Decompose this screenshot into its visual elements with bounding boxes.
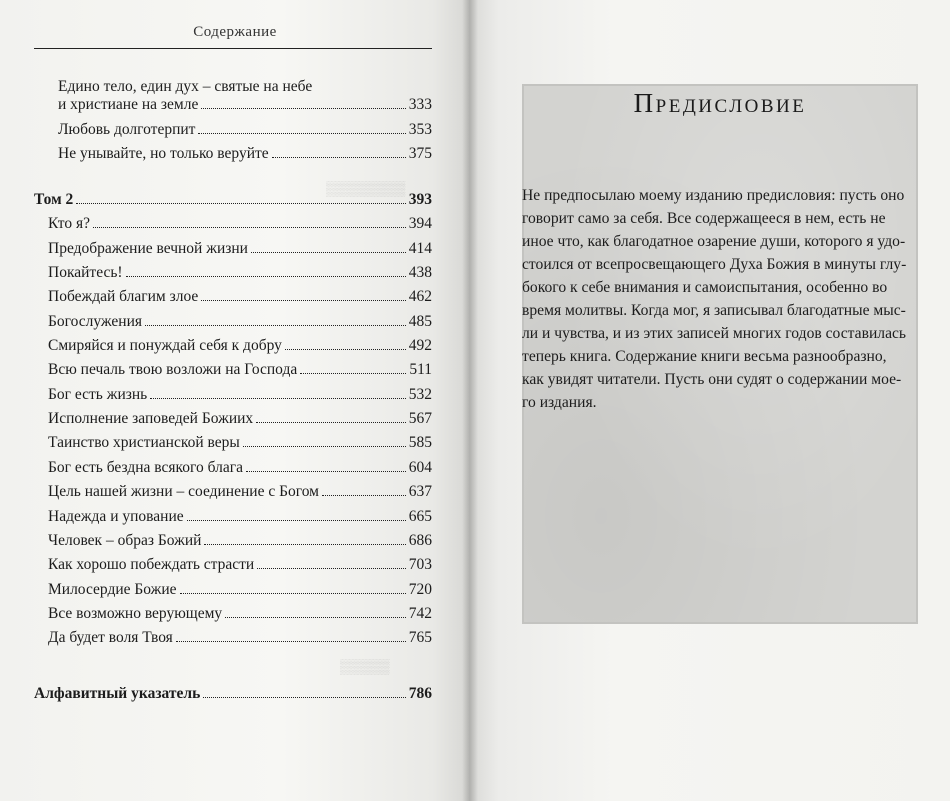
toc-alphabetical-index[interactable]: Алфавитный указатель 786 — [34, 685, 432, 702]
toc-entry[interactable]: Всю печаль твою возложи на Господа 511 — [48, 361, 432, 378]
preface-line: время молитвы. Когда мог, я записывал благодатные мыс- — [522, 302, 906, 319]
preface-line: теперь книга. Содержание книги весьма разнообразно, — [522, 348, 887, 365]
toc-entry[interactable]: Предображение вечной жизни 414 — [48, 240, 432, 257]
preface-text — [522, 184, 918, 414]
bleed-through-text: ▒▒▒▒▒▒▒▒ — [326, 182, 406, 197]
toc-entry[interactable]: Бог есть жизнь 532 — [48, 386, 432, 403]
toc-entry[interactable]: Исполнение заповедей Божиих 567 — [48, 410, 432, 427]
toc-entry[interactable]: и христиане на земле 333 — [58, 96, 432, 113]
toc-entry[interactable]: Не унывайте, но только веруйте 375 — [58, 145, 432, 162]
toc-entry[interactable]: Любовь долготерпит 353 — [58, 121, 432, 138]
toc-entry[interactable]: Кто я? 394 — [48, 215, 432, 232]
toc-entry[interactable]: Таинство христианской веры 585 — [48, 434, 432, 451]
preface-line: как увидят читатели. Пусть они судят о содержании мое- — [522, 371, 902, 388]
toc-entry[interactable]: Богослужения 485 — [48, 313, 432, 330]
toc-entry[interactable]: Смиряйся и понуждай себя к добру 492 — [48, 337, 432, 354]
toc-entry-first-line: Едино тело, един дух – святые на небе — [58, 78, 313, 95]
toc-entry[interactable]: Человек – образ Божий 686 — [48, 532, 432, 549]
table-of-contents — [0, 0, 470, 801]
preface-line: бокого к себе внимания и самоиспытания, особенно во — [522, 279, 888, 296]
page-title: Предисловие — [633, 88, 807, 118]
bleed-through-text: ▒▒▒▒▒ — [340, 660, 390, 675]
toc-entry[interactable]: Покайтесь! 438 — [48, 264, 432, 281]
book-spine-gutter — [462, 0, 478, 801]
toc-entry[interactable]: Все возможно верующему 742 — [48, 605, 432, 622]
running-head: Содержание — [193, 24, 277, 40]
toc-entry[interactable]: Да будет воля Твоя 765 — [48, 629, 432, 646]
toc-entry[interactable]: Цель нашей жизни – соединение с Богом 637 — [48, 483, 432, 500]
toc-entry[interactable]: Милосердие Божие 720 — [48, 581, 432, 598]
right-page — [470, 0, 950, 801]
preface-line: Не предпосылаю моему изданию предисловия: пусть оно — [522, 187, 905, 204]
toc-volume-2[interactable]: Том 2 393 — [34, 191, 432, 208]
preface-line: стоился от всепросвещающего Духа Божия в минуты глу- — [522, 256, 907, 273]
toc-entry[interactable]: Надежда и упование 665 — [48, 508, 432, 525]
toc-entry[interactable]: Как хорошо побеждать страсти 703 — [48, 556, 432, 573]
preface-line: ли и чувства, и из этих записей многих годов составилась — [522, 325, 907, 342]
left-page — [0, 0, 470, 801]
preface-line: говорит само за себя. Все содержащееся в нем, есть не — [522, 210, 886, 227]
preface-line: иное что, как благодатное озарение души, которого я удо- — [522, 233, 906, 250]
toc-entry[interactable]: Бог есть бездна всякого блага 604 — [48, 459, 432, 476]
toc-entry[interactable]: Побеждай благим злое 462 — [48, 288, 432, 305]
preface-line: го издания. — [522, 394, 597, 411]
